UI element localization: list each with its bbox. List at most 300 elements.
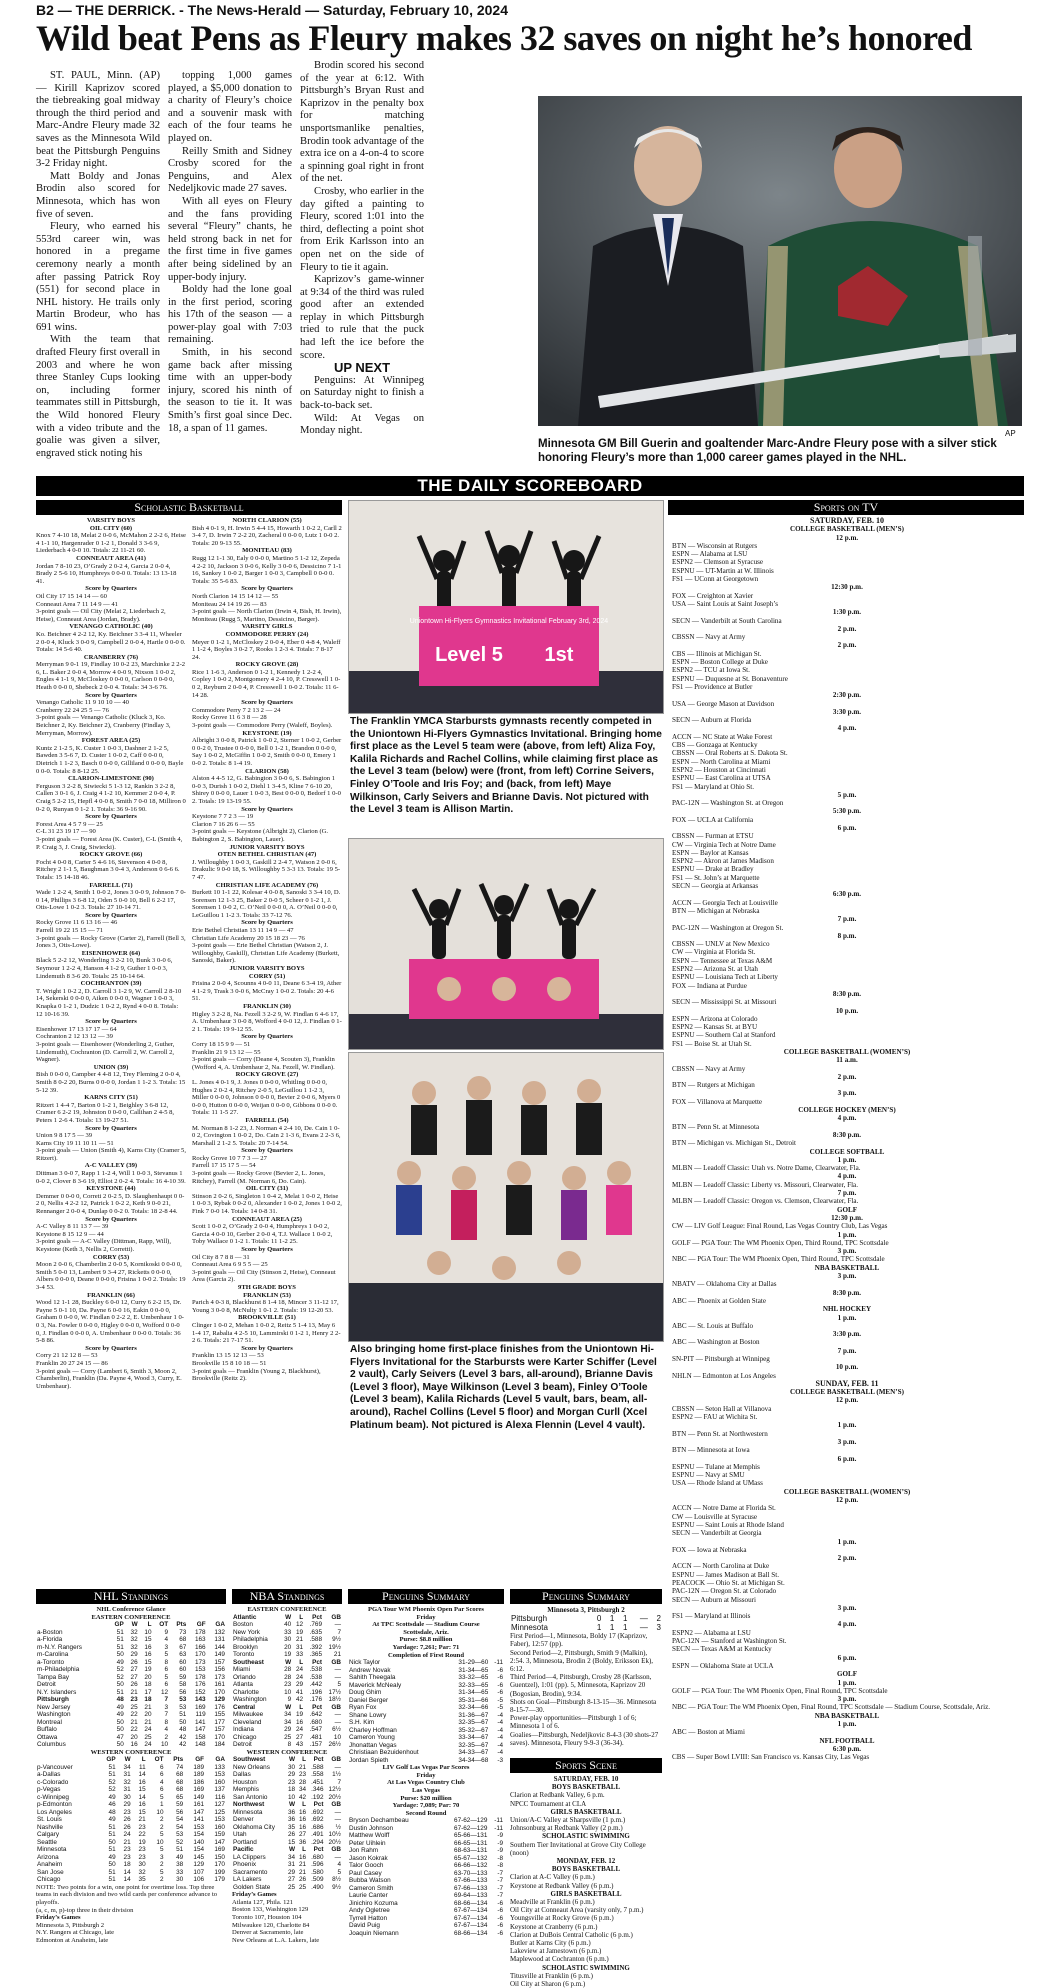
box-score-line: Eisenhower 17 13 17 17 — 64: [36, 1025, 117, 1033]
listing-time: 1 p.m.: [837, 1720, 857, 1729]
table-cell: 30: [123, 1793, 131, 1801]
listing-time: 3:30 p.m.: [832, 1330, 862, 1339]
table-cell: 7: [337, 1778, 341, 1786]
golf-scores: [348, 1606, 504, 1951]
table-row: [348, 1825, 504, 1833]
listing-time: 6 p.m.: [837, 1653, 857, 1662]
table-cell: —: [334, 1673, 341, 1681]
listing-line: ABC — St. Louis at Buffalo: [672, 1321, 754, 1330]
division-row: [232, 1614, 342, 1622]
box-score-heading: COCHRANTON (39): [80, 980, 142, 988]
table-cell: .196: [309, 1688, 323, 1696]
table-cell: 18: [287, 1786, 296, 1794]
table-cell: 68-66—134: [454, 1929, 488, 1937]
table-row: [232, 1876, 342, 1884]
listing-time: 3 p.m.: [837, 1089, 857, 1098]
friday-result: Milwaukee 120, Charlotte 84: [232, 1921, 310, 1929]
table-cell: 10: [156, 1838, 164, 1846]
box-score-line: Christian Life Academy 20 15 18 23 — 76: [192, 934, 305, 942]
table-cell: 67-62—129: [454, 1824, 488, 1832]
table-cell: 158: [194, 1733, 206, 1741]
box-score-line: Alston 4 4-5 12, G. Babington 3 0-0 6, S. Babington 1 0-0 3, Durish 1 0-0 2, Diehl 1 3-4 5, Kline 7 6-10 20, Shirey 0 0-0 0, Lauer 1 0-0 3, Best 0 0-0 0, Bedorf 1 0-0 2. Totals: 19 13-19 55.: [192, 775, 341, 805]
table-header-cell: W: [131, 1621, 138, 1629]
scene-line: Union/A-C Valley at Sharpsville (1 p.m.): [510, 1816, 626, 1825]
table-cell: 1: [609, 1623, 615, 1633]
nhl-conference-table: [36, 1756, 226, 1884]
box-score-line: Erie Bethel Christian 13 11 14 9 — 47: [192, 927, 294, 935]
listing-line: NBATV — Oklahoma City at Dallas: [672, 1280, 777, 1289]
table-cell: .294: [311, 1838, 324, 1846]
table-cell: 59: [176, 1801, 184, 1809]
table-row: [348, 1870, 504, 1878]
division-name: Central: [233, 1703, 256, 1711]
listing-line: ESPN — Arizona at Colorado: [672, 1014, 758, 1023]
listing-line: ESPNU — Southern Cal at Stanford: [672, 1031, 776, 1040]
table-cell: 7: [337, 1628, 341, 1636]
listing-time: 10 p.m.: [835, 1006, 859, 1015]
listing-line: BTN — Penn St. at Minnesota: [672, 1122, 760, 1131]
table-cell: Columbus: [37, 1741, 66, 1749]
table-cell: Matthew Wolff: [349, 1832, 390, 1840]
table-cell: 33-32—65: [458, 1674, 489, 1682]
table-cell: -4: [497, 1726, 503, 1734]
table-header-cell: OT: [159, 1621, 169, 1629]
box-score-line: L. Jones 4 0-1 9, J. Jones 0 0-0 0, Whitling 0 0-0 0, Hughes 2 0-2 4, Ritchey 2-0 5, LeGuillou 1 1-2 3, Miller 0 0-0 0, Johnson 0 0-0 0, Bevier 2 0-0 6, Myers 0 0-0 0, Hutton 0 0-0 0, Weijan 0 0-0 0, Gibbons 0 0-0 0. Totals: 11 1-5 27.: [192, 1078, 341, 1117]
box-score-line: Corry 18 15 9 9 — 51: [192, 1040, 251, 1048]
table-cell: 10½: [328, 1831, 341, 1839]
table-header-cell: L: [299, 1613, 304, 1621]
table-cell: -5: [497, 1696, 503, 1704]
table-cell: 26: [130, 1658, 138, 1666]
table-cell: 177: [214, 1718, 225, 1726]
box-score-heading: CORRY (51): [248, 972, 286, 980]
table-cell: 199: [214, 1868, 225, 1876]
table-cell: 20½: [328, 1838, 341, 1846]
table-cell: 21: [298, 1861, 307, 1869]
table-cell: 33: [284, 1628, 292, 1636]
table-header-cell: GF: [195, 1756, 205, 1764]
story-column-1: [36, 70, 160, 460]
table-cell: 29: [284, 1726, 292, 1734]
listing-line: BTN — Penn St. at Northwestern: [672, 1429, 768, 1438]
table-cell: 160: [214, 1823, 225, 1831]
listing-line: ESPN2 — Arizona St. at Utah: [672, 965, 758, 974]
table-cell: 26: [298, 1876, 307, 1884]
table-cell: 148: [194, 1741, 206, 1749]
table-cell: 21: [295, 1636, 304, 1644]
table-cell: Cameron Smith: [349, 1884, 394, 1892]
table-header-cell: W: [289, 1801, 296, 1809]
table-cell: 32: [138, 1868, 146, 1876]
table-row: [36, 1839, 226, 1847]
box-score-line: Meyer 0 1-2 1, McCloskey 2 0-0 4, Eber 0 4-8 4, Waleff 1 1-2 4, Boyles 3 0-2 7, Rooks 1 2-3 4. Totals: 7 8-17 24.: [192, 638, 341, 661]
table-row: [348, 1742, 504, 1750]
daily-scoreboard-banner: THE DAILY SCOREBOARD: [36, 476, 1024, 496]
listing-time: 2 p.m.: [837, 624, 857, 633]
box-score-line: Farrell 17 15 17 5 — 54: [192, 1162, 256, 1170]
listing-time: 1 p.m.: [837, 1313, 857, 1322]
table-cell: Jason Kokrak: [349, 1854, 388, 1862]
table-cell: 47: [116, 1733, 124, 1741]
table-cell: 4: [337, 1861, 341, 1869]
table-cell: 49: [108, 1816, 116, 1824]
table-header-cell: W: [285, 1613, 292, 1621]
scene-line: Oil City at Conneaut Area (varsity only, 7 p.m.): [510, 1906, 644, 1915]
table-cell: 5: [159, 1846, 164, 1854]
table-cell: 132: [214, 1628, 225, 1636]
table-cell: 65-66—131: [454, 1832, 488, 1840]
table-cell: 10: [156, 1808, 164, 1816]
table-cell: 17½: [328, 1688, 341, 1696]
listing-line: SECN — Auburn at Missouri: [672, 1595, 756, 1604]
listing-time: 2 p.m.: [837, 1554, 857, 1563]
table-cell: 9: [287, 1696, 292, 1704]
box-score-line: Burkett 10 1-1 22, Kolesar 4 0-0 8, Sanoski 3 3-4 10, D. Sorensen 12 1-3 25, Baker 2 0-0 5, Scheer 0 1-2 1, J. Sorensen 1 0-0 2, C. O’Neil 0 0-0 0, A. O’Neil 0 0-0 0, LeGuillou 1 1-2 3. Totals: 33 7-12 76.: [192, 889, 341, 919]
scene-day: MONDAY, FEB. 12: [556, 1857, 616, 1866]
table-row: [348, 1667, 504, 1675]
table-row: [232, 1651, 342, 1659]
table-cell: 66-66—132: [454, 1862, 488, 1870]
listing-line: ACCN — NC State at Wake Forest: [672, 732, 773, 741]
table-cell: 23: [130, 1696, 138, 1704]
friday-result: New Orleans at L.A. Lakers, late: [232, 1936, 320, 1944]
table-cell: 10: [287, 1793, 296, 1801]
table-cell: 51: [116, 1643, 124, 1651]
table-cell: Cameron Young: [349, 1734, 395, 1742]
listing-time: 1 p.m.: [837, 1537, 857, 1546]
table-cell: .588: [311, 1763, 324, 1771]
box-score-line: Conneaut Area 7 11 14 9 — 41: [36, 600, 118, 608]
table-cell: 51: [108, 1876, 116, 1884]
box-score-line: Union 9 8 17 5 — 39: [36, 1132, 93, 1140]
box-score-line: Franklin 21 9 13 12 — 55: [192, 1048, 261, 1056]
basketball-column-1: [36, 517, 186, 1583]
box-score-line: Rugg 12 1-1 30, Ealy 0 0-0 0, Martino 5 1-2 12, Zepeda 4 2-2 10, Jackson 3 0-0 6, Kelly 3 0-0 6, Dessicino 7 1-1 16, Sankey 1 0-0 2, Barger 1 0-0 3, Campbell 0 0-0 0. Totals: 35 5-6 83.: [192, 554, 342, 585]
table-cell: 5: [164, 1673, 169, 1681]
box-score-line: Franklin 20 27 24 15 — 86: [36, 1359, 108, 1367]
box-score-line: Franklin 13 15 12 13 — 53: [192, 1352, 264, 1360]
listing-line: CBSSN — Furman at ETSU: [672, 832, 754, 841]
box-score-line: Focht 4 0-0 8, Carter 5 4-6 16, Stevenson 4 0-0 8, Ritchey 2 1-1 5, Baughman 3 0-4 3, Anderson 0 6-6 6. Totals: 15 14-18 46.: [36, 858, 180, 881]
table-row: [348, 1847, 504, 1855]
table-cell: 163: [194, 1636, 206, 1644]
scene-line: Lakeview at Jamestown (6 p.m.): [510, 1947, 602, 1956]
table-cell: 50: [116, 1681, 124, 1689]
table-cell: 127: [214, 1801, 225, 1809]
box-score-heading: Score by Quarters: [241, 1033, 293, 1041]
table-cell: -4: [497, 1719, 503, 1727]
listing-line: ESPN2 — Kansas St. at BYU: [672, 1023, 758, 1032]
table-cell: 52: [176, 1838, 184, 1846]
table-cell: Nashville: [37, 1823, 63, 1831]
scene-line: Titusville at Franklin (6 p.m.): [510, 1971, 593, 1980]
listing-time: 3 p.m.: [837, 1695, 857, 1704]
box-score-line: 3-point goals — Oil City (Stinson 2, Heise), Conneaut Area (Garcia 2).: [192, 1268, 336, 1284]
table-cell: 11: [138, 1763, 146, 1771]
table-row: [348, 1840, 504, 1848]
table-cell: 63: [179, 1651, 187, 1659]
box-score-line: 3-point goals — A-C Valley (Dittman, Rapp, Will), Keystone (Keth 3, Nellis 2, Corretti).: [36, 1238, 172, 1253]
listing-line: CBSSN — Oral Roberts at S. Dakota St.: [672, 749, 788, 758]
box-score-line: Kuntz 2 1-2 5, K. Custer 1 0-0 3, Dashner 2 1-2 5, Bawden 3 5-6 7, D. Custer 1 0-0 2, Caff 0 0-0 0, Dietrich 1 1-2 3, Basch 0 0-0 0, Gilliland 0 0-0 0, Bayle 0 0-0. Totals: 8 8-12 25.: [36, 744, 184, 775]
box-score-heading: FRANKLIN (66): [87, 1291, 135, 1299]
table-cell: -4: [497, 1741, 503, 1749]
listing-line: ESPN — Baylor at Kansas: [672, 848, 749, 857]
scene-line: NPCC Tournament at CLA: [510, 1799, 587, 1808]
table-cell: 169: [193, 1786, 205, 1794]
summary-line: Power-play opportunities—Pittsburgh 1 of 6; Minnesota 1 of 6.: [510, 1714, 637, 1731]
table-cell: —: [334, 1711, 341, 1719]
table-cell: Milwaukee: [233, 1711, 264, 1719]
listing-line: BTN — Wisconsin at Rutgers: [672, 541, 758, 550]
listing-time: 2 p.m.: [837, 641, 857, 650]
box-score-line: Higley 3 2-2 8, Na. Fezell 3 2-2 9, W. Findlan 6 4-6 17, A. Umbenhaur 3 0-0 8, Wofford 4 0-0 12, J. Findlan 0 1-2 1. Totals: 19 9-12 55.: [192, 1010, 342, 1033]
table-cell: 31-34—65: [458, 1689, 489, 1697]
table-cell: 14: [138, 1771, 146, 1779]
table-cell: .176: [309, 1696, 323, 1704]
table-cell: 24: [295, 1726, 304, 1734]
table-header-cell: Pct: [312, 1703, 323, 1711]
division-row: [232, 1756, 342, 1764]
table-cell: 173: [214, 1673, 225, 1681]
table-cell: 65-67—132: [454, 1854, 488, 1862]
scene-category: BOYS BASKETBALL: [551, 1865, 621, 1874]
table-row: [36, 1734, 226, 1742]
listing-time: 2 p.m.: [837, 1072, 857, 1081]
table-cell: 35-32—67: [458, 1726, 489, 1734]
table-row: [232, 1636, 342, 1644]
table-cell: 169: [214, 1846, 225, 1854]
table-cell: 68: [176, 1786, 184, 1794]
table-cell: 30: [284, 1636, 292, 1644]
linescore-table: [510, 1614, 662, 1632]
table-cell: 169: [194, 1703, 206, 1711]
table-row: [36, 1771, 226, 1779]
table-header-cell: GA: [215, 1756, 225, 1764]
table-cell: Bryson Dechambeau: [349, 1817, 409, 1825]
table-row: [36, 1824, 226, 1832]
table-cell: .680: [309, 1718, 323, 1726]
table-cell: 26: [287, 1831, 296, 1839]
table-row: [36, 1711, 226, 1719]
scene-line: Meadville at Franklin (6 p.m.): [510, 1898, 595, 1907]
table-row: [36, 1636, 226, 1644]
table-row: [36, 1629, 226, 1637]
listing-day: SUNDAY, FEB. 11: [815, 1378, 879, 1388]
table-cell: 42: [295, 1696, 304, 1704]
box-score-heading: Score by Quarters: [241, 1147, 293, 1155]
table-cell: 34: [284, 1711, 292, 1719]
scholastic-basketball-header: Scholastic Basketball: [36, 500, 342, 515]
table-row: [36, 1816, 226, 1824]
table-cell: 16: [144, 1651, 152, 1659]
table-row: [232, 1764, 342, 1772]
listing-line: USA — George Mason at Davidson: [672, 699, 775, 708]
table-cell: 16: [298, 1823, 307, 1831]
gymnastics-photo-2: [348, 838, 664, 1050]
table-cell: 21: [333, 1651, 341, 1659]
table-cell: 21: [144, 1703, 152, 1711]
table-cell: 8: [164, 1718, 169, 1726]
golf-round: Completion of First Round: [387, 1651, 464, 1659]
table-row: [36, 1689, 226, 1697]
box-score-heading: BROOKVILLE (51): [238, 1314, 296, 1322]
table-cell: 1: [623, 1614, 628, 1624]
table-header-cell: W: [289, 1846, 296, 1854]
listing-line: BTN — Michigan at Nebraska: [672, 906, 760, 915]
table-cell: 15: [138, 1808, 146, 1816]
box-score-heading: Score by Quarters: [85, 1215, 137, 1223]
golf-purse: Purse: $8.8 million: [399, 1636, 453, 1644]
division-row: [232, 1846, 342, 1854]
table-cell: 27: [298, 1831, 307, 1839]
table-row: [232, 1779, 342, 1787]
table-cell: 41: [295, 1688, 304, 1696]
table-cell: .558: [311, 1771, 324, 1779]
linescore-row: [510, 1623, 662, 1632]
box-score-line: Rocky Grove 11 6 3 8 — 28: [192, 714, 267, 722]
table-cell: 18: [144, 1696, 152, 1704]
story-paragraph: Matt Boldy and Jonas Brodin also scored for Minnesota, which has won five of seven.: [36, 170, 160, 220]
banner-text-1: Uniontown Hi-Flyers Gymnastics Invitational February 3rd, 2024: [409, 618, 609, 625]
table-cell: 153: [214, 1816, 225, 1824]
table-header-cell: W: [124, 1756, 131, 1764]
photo-illustration: [538, 96, 1022, 426]
table-cell: 24: [144, 1726, 152, 1734]
box-score-line: Moniteau 24 14 19 26 — 83: [192, 600, 267, 608]
table-cell: 32: [130, 1636, 138, 1644]
listing-category: COLLEGE HOCKEY (MEN’S): [798, 1106, 896, 1115]
table-cell: 189: [193, 1763, 205, 1771]
table-cell: 36: [287, 1816, 296, 1824]
table-cell: 22: [130, 1711, 138, 1719]
linescore-row: [510, 1614, 662, 1623]
table-cell: -6: [497, 1689, 503, 1697]
table-header-cell: L: [302, 1846, 307, 1854]
table-header-cell: Pct: [312, 1613, 323, 1621]
scene-line: Clarion at A-C Valley (6 p.m.): [510, 1873, 595, 1882]
scene-line: Clarion at DuBois Central Catholic (6 p.m.): [510, 1930, 633, 1939]
table-row: [348, 1855, 504, 1863]
table-cell: —: [334, 1718, 341, 1726]
table-cell: Washington: [37, 1711, 71, 1719]
table-row: [232, 1719, 342, 1727]
box-score-line: Oil City 8 7 8 8 — 31: [192, 1253, 250, 1261]
table-cell: —: [334, 1853, 341, 1861]
box-score-line: 3-point goals — Commodore Perry (Waleff, Boyles).: [192, 722, 333, 730]
box-score-line: Conneaut Area 6 9 5 5 — 25: [192, 1261, 268, 1269]
listing-time: 1 p.m.: [837, 1230, 857, 1239]
table-cell: -8: [497, 1862, 503, 1870]
listing-line: CBS — Illinois at Michigan St.: [672, 649, 762, 658]
story-paragraph: Crosby, who earlier in the day gifted a painting to Fleury, scored 1:01 into the third, deflecting a point shot from Erik Karlsson into an open net on the side of Fleury to tie it again.: [300, 185, 424, 273]
listing-time: 4 p.m.: [837, 724, 857, 733]
box-score-heading: ROCKY GROVE (66): [79, 851, 143, 859]
table-cell: a-Boston: [37, 1628, 63, 1636]
table-cell: 67-66—133: [454, 1884, 488, 1892]
table-cell: 119: [195, 1711, 206, 1719]
listing-line: ESPN2 — TCU at Iowa St.: [672, 666, 750, 675]
table-cell: Brooklyn: [233, 1643, 258, 1651]
table-header-cell: [36, 1621, 108, 1629]
table-row: [232, 1696, 342, 1704]
listing-time: 3 p.m.: [837, 1603, 857, 1612]
table-cell: 6: [159, 1771, 164, 1779]
table-cell: 67-67—134: [454, 1922, 488, 1930]
table-cell: .451: [311, 1778, 324, 1786]
scene-line: Johnsonburg at Redbank Valley (2 p.m.): [510, 1824, 623, 1833]
story-column-3: [300, 60, 424, 470]
table-cell: 16: [138, 1778, 146, 1786]
table-cell: 12: [295, 1621, 304, 1629]
listing-time: 12:30 p.m.: [831, 583, 863, 592]
table-cell: .491: [311, 1831, 324, 1839]
table-row: [36, 1666, 226, 1674]
table-cell: 14: [123, 1868, 131, 1876]
fridays-label: Friday’s Games: [232, 1891, 277, 1899]
listing-line: ABC — Boston at Miami: [672, 1728, 745, 1737]
listing-time: 8:30 p.m.: [832, 1130, 862, 1139]
table-cell: -6: [497, 1674, 503, 1682]
fleury-ceremony-photo: [538, 96, 1022, 426]
table-cell: 24: [295, 1666, 304, 1674]
table-cell: 5: [159, 1831, 164, 1839]
listing-line: CBS — Gonzaga at Kentucky: [672, 741, 758, 750]
box-score-heading: OIL CITY (31): [245, 1185, 289, 1193]
table-cell: Philadelphia: [233, 1636, 268, 1644]
table-cell: 19: [138, 1838, 146, 1846]
table-cell: 184: [214, 1741, 225, 1749]
box-score-heading: KEYSTONE (19): [242, 729, 292, 737]
sports-scene-header: Sports Scene: [510, 1758, 662, 1773]
listing-line: ESPN2 — Alabama at LSU: [672, 1628, 751, 1637]
table-cell: -3: [497, 1756, 503, 1764]
table-cell: 50: [116, 1726, 124, 1734]
table-cell: 5: [159, 1793, 164, 1801]
table-cell: 6: [164, 1666, 169, 1674]
box-score-line: 3-point goals — Eisenhower (Wonderling 2, Guther, Lindemuth), Cochranton (D. Carroll 2, W. Carroll 2, Wagner).: [36, 1040, 175, 1064]
table-header-row: [36, 1621, 226, 1629]
table-cell: 17: [144, 1688, 152, 1696]
table-row: [348, 1892, 504, 1900]
story-paragraph: ST. PAUL, Minn. (AP) — Kirill Kaprizov scored the tiebreaking goal midway through the third period and Marc-Andre Fleury made 32 saves as the Minnesota Wild beat the Pittsburgh Penguins 3-2 Friday night.: [36, 70, 160, 170]
table-cell: p-Vegas: [37, 1786, 61, 1794]
nhl-standings-table: [36, 1606, 226, 1951]
listing-line: MLBN — Leadoff Classic: Oregon vs. Clemson, Clearwater, Fla.: [672, 1197, 859, 1206]
table-row: [348, 1930, 504, 1938]
table-header-cell: Pts: [173, 1756, 184, 1764]
table-cell: 23: [284, 1681, 292, 1689]
table-cell: 26½: [328, 1741, 341, 1749]
listing-line: CW — Louisville at Syracuse: [672, 1512, 757, 1521]
penguins-box-score: [510, 1606, 662, 1756]
table-cell: 154: [193, 1831, 205, 1839]
table-cell: 5: [159, 1868, 164, 1876]
table-cell: 133: [214, 1763, 225, 1771]
table-row: [348, 1832, 504, 1840]
table-cell: 1: [596, 1623, 602, 1633]
listing-line: CW — LIV Golf League: Final Round, Las Vegas Country Club, Las Vegas: [672, 1222, 888, 1231]
table-header-cell: GB: [331, 1846, 341, 1854]
table-row: [232, 1824, 342, 1832]
listing-line: ESPN2 — FAU at Wichita St.: [672, 1413, 758, 1422]
listing-line: PAC-12N — Washington at Oregon St.: [672, 923, 784, 932]
listing-line: SECN — Auburn at Florida: [672, 716, 752, 725]
table-cell: 2: [159, 1823, 164, 1831]
table-cell: 68-63—131: [454, 1847, 488, 1855]
table-cell: Portland: [233, 1838, 257, 1846]
table-cell: Andy Ogletree: [349, 1907, 390, 1915]
